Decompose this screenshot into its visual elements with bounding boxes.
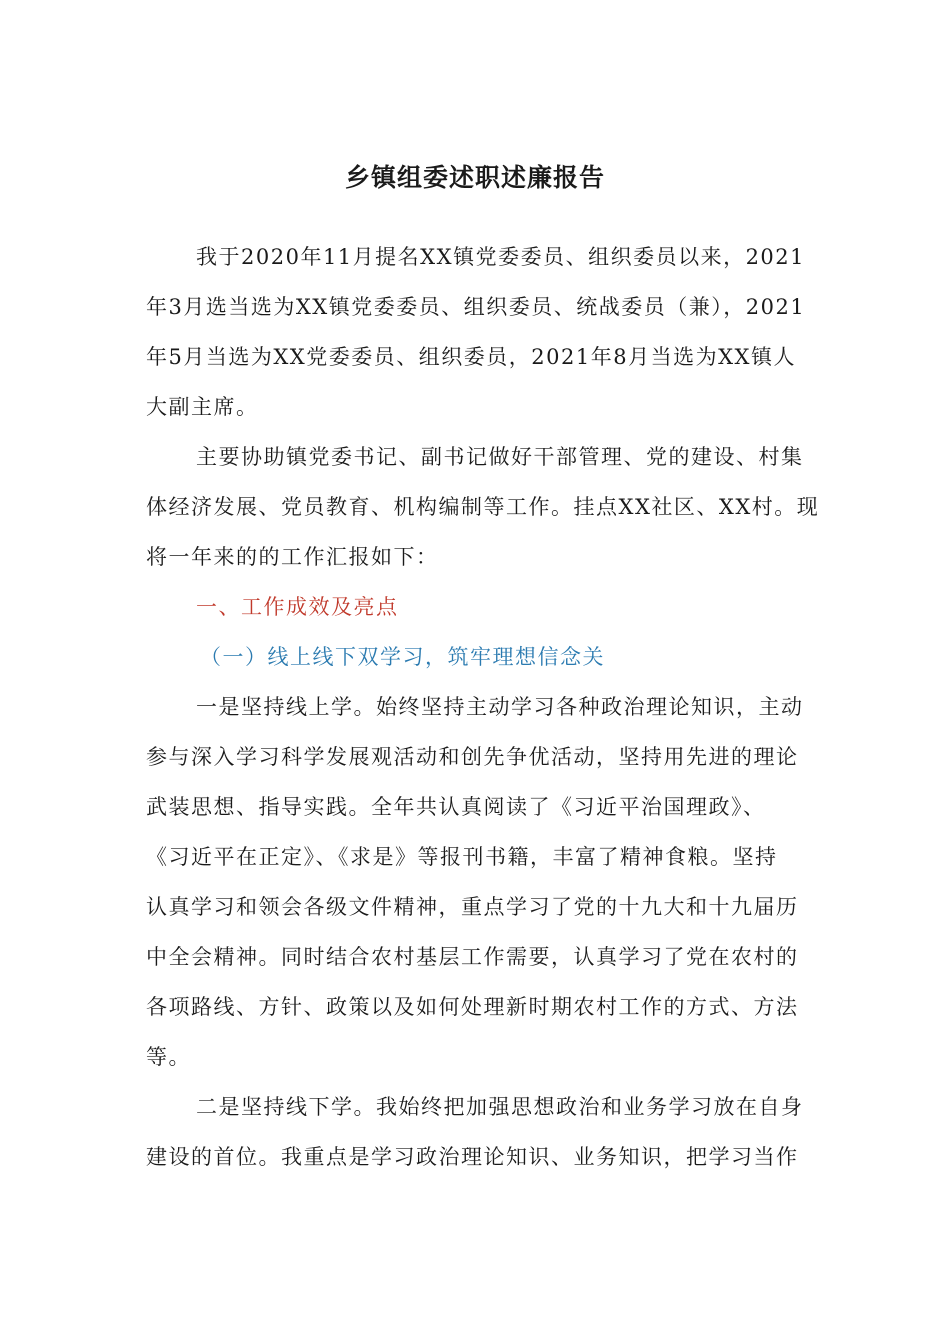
text-line: 一是坚持线上学。始终坚持主动学习各种政治理论知识，主动 xyxy=(196,695,804,719)
document-body xyxy=(146,232,820,1182)
section-heading-1: 一、工作成效及亮点 xyxy=(196,595,399,619)
document-title: 乡镇组委述职述廉报告 xyxy=(344,163,605,192)
text-line: 认真学习和领会各级文件精神，重点学习了党的十九大和十九届历 xyxy=(146,895,799,919)
text-line: 大副主席。 xyxy=(146,395,259,419)
text-line: 主要协助镇党委书记、副书记做好干部管理、党的建设、村集 xyxy=(196,445,804,469)
subsection-heading-1: （一）线上线下双学习，筑牢理想信念关 xyxy=(200,645,605,669)
text-line: 体经济发展、党员教育、机构编制等工作。挂点XX社区、XX村。现 xyxy=(146,495,820,519)
paragraph-online-study xyxy=(146,682,806,1082)
text-line: 建设的首位。我重点是学习政治理论知识、业务知识，把学习当作 xyxy=(146,1145,799,1169)
text-line: 参与深入学习科学发展观活动和创先争优活动，坚持用先进的理论 xyxy=(146,745,799,769)
text-line: 中全会精神。同时结合农村基层工作需要，认真学习了党在农村的 xyxy=(146,945,799,969)
text-line: 等。 xyxy=(146,1045,191,1069)
paragraph-intro-2 xyxy=(146,432,820,582)
paragraph-offline-study xyxy=(146,1082,806,1182)
text-line: 年3月选当选为XX镇党委委员、组织委员、统战委员（兼），2021 xyxy=(146,295,806,319)
text-line: 各项路线、方针、政策以及如何处理新时期农村工作的方式、方法 xyxy=(146,995,799,1019)
text-line: 年5月当选为XX党委委员、组织委员，2021年8月当选为XX镇人 xyxy=(146,345,796,369)
text-line: 将一年来的的工作汇报如下： xyxy=(146,545,439,569)
text-line: 二是坚持线下学。我始终把加强思想政治和业务学习放在自身 xyxy=(196,1095,804,1119)
text-line: 《习近平在正定》、《求是》等报刊书籍，丰富了精神食粮。坚持 xyxy=(146,845,778,869)
text-line: 我于2020年11月提名XX镇党委委员、组织委员以来，2021 xyxy=(196,245,806,269)
paragraph-intro-1 xyxy=(146,232,806,432)
text-line: 武装思想、指导实践。全年共认真阅读了《习近平治国理政》、 xyxy=(146,795,766,819)
